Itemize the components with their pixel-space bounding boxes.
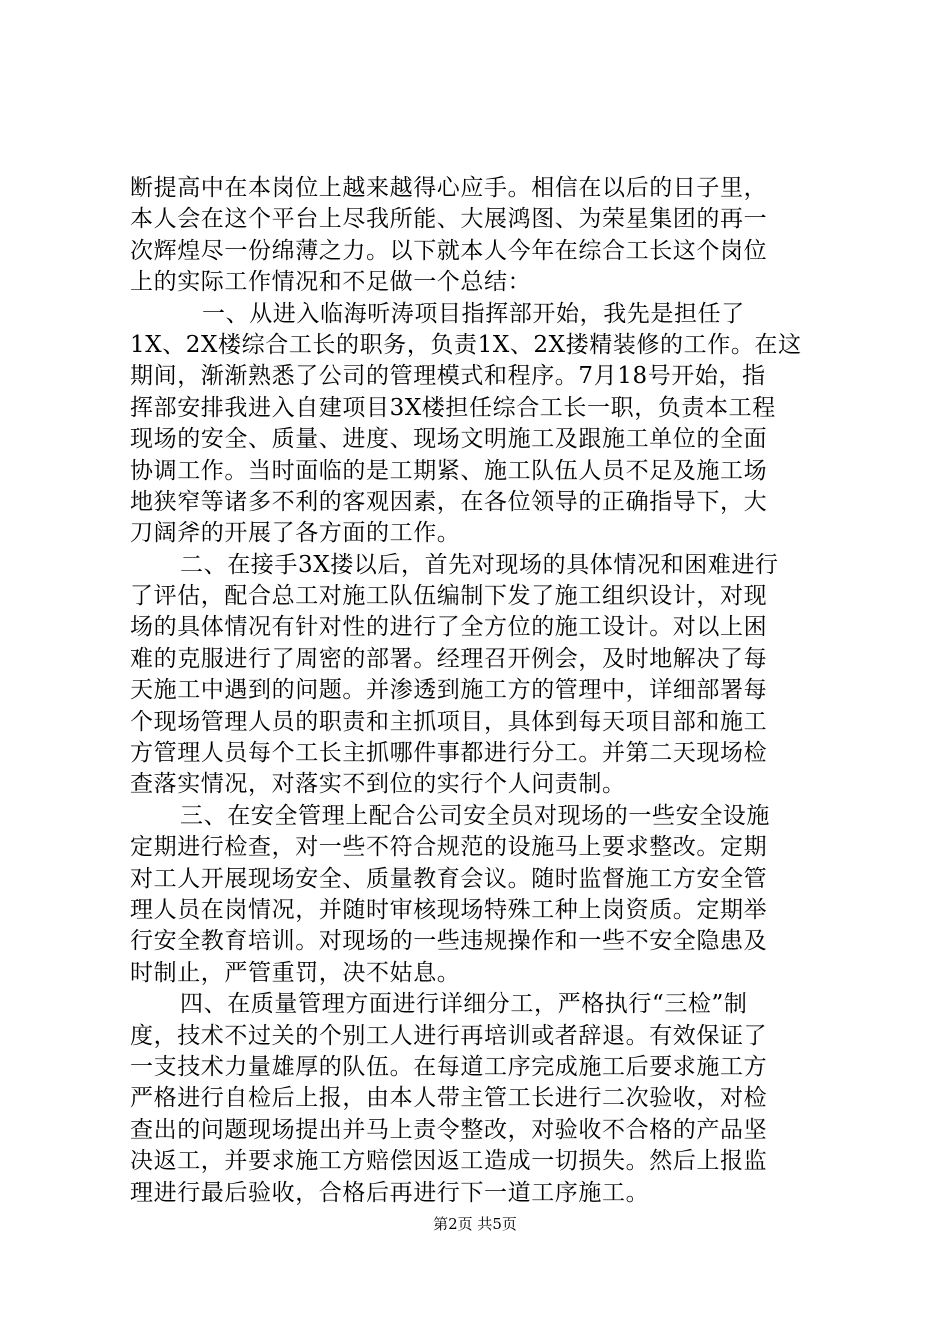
text-line: 挥部安排我进入自建项目3X楼担任综合工长一职，负责本工程 bbox=[130, 394, 776, 421]
text-line: 期间，渐渐熟悉了公司的管理模式和程序。7月18号开始，指 bbox=[130, 363, 766, 390]
text-line: 一支技术力量雄厚的队伍。在每道工序完成施工后要求施工方 bbox=[130, 1053, 768, 1080]
text-line: 场的具体情况有针对性的进行了全方位的施工设计。对以上困 bbox=[130, 614, 768, 641]
text-line: 刀阔斧的开展了各方面的工作。 bbox=[130, 520, 461, 547]
text-line: 现场的安全、质量、进度、现场文明施工及跟施工单位的全面 bbox=[130, 426, 768, 453]
text-line: 协调工作。当时面临的是工期紧、施工队伍人员不足及施工场 bbox=[130, 457, 768, 484]
text-line: 地狭窄等诸多不利的客观因素，在各位领导的正确指导下，大 bbox=[130, 488, 768, 515]
text-line: 时制止，严管重罚，决不姑息。 bbox=[130, 959, 461, 986]
text-line: 次辉煌尽一份绵薄之力。以下就本人今年在综合工长这个岗位 bbox=[130, 237, 768, 264]
page-number-footer: 第2页 共5页 bbox=[433, 1215, 517, 1233]
text-line: 难的克服进行了周密的部署。经理召开例会，及时地解决了每 bbox=[130, 645, 768, 672]
text-line: 个现场管理人员的职责和主抓项目，具体到每天项目部和施工 bbox=[130, 708, 768, 735]
section-1-first-line: 一、从进入临海听涛项目指挥部开始，我先是担任了 bbox=[202, 300, 745, 327]
section-4-first-line: 四、在质量管理方面进行详细分工，严格执行“三检”制 bbox=[180, 991, 748, 1018]
text-line: 天施工中遇到的问题。并渗透到施工方的管理中，详细部署每 bbox=[130, 677, 768, 704]
text-line: 定期进行检查，对一些不符合规范的设施马上要求整改。定期 bbox=[130, 834, 768, 861]
text-line: 理人员在岗情况，并随时审核现场特殊工种上岗资质。定期举 bbox=[130, 896, 768, 923]
text-line: 度，技术不过关的个别工人进行再培训或者辞退。有效保证了 bbox=[130, 1022, 768, 1049]
text-line: 严格进行自检后上报，由本人带主管工长进行二次验收，对检 bbox=[130, 1085, 768, 1112]
document-body bbox=[130, 173, 830, 1209]
text-line: 方管理人员每个工长主抓哪件事都进行分工。并第二天现场检 bbox=[130, 740, 768, 767]
text-line: 行安全教育培训。对现场的一些违规操作和一些不安全隐患及 bbox=[130, 928, 768, 955]
text-line: 了评估，配合总工对施工队伍编制下发了施工组织设计，对现 bbox=[130, 583, 768, 610]
section-3-first-line: 三、在安全管理上配合公司安全员对现场的一些安全设施 bbox=[180, 802, 770, 829]
text-line: 理进行最后验收，合格后再进行下一道工序施工。 bbox=[130, 1179, 650, 1206]
text-line: 查出的问题现场提出并马上责令整改，对验收不合格的产品坚 bbox=[130, 1116, 768, 1143]
section-2-first-line: 二、在接手3X搂以后，首先对现场的具体情况和困难进行 bbox=[180, 551, 779, 578]
text-line: 决返工，并要求施工方赔偿因返工造成一切损失。然后上报监 bbox=[130, 1148, 768, 1175]
text-line: 本人会在这个平台上尽我所能、大展鸿图、为荣星集团的再一 bbox=[130, 206, 768, 233]
text-line: 查落实情况，对落实不到位的实行个人问责制。 bbox=[130, 771, 626, 798]
text-line: 1X、2X楼综合工长的职务，负责1X、2X搂精装修的工作。在这 bbox=[130, 331, 802, 358]
text-line: 对工人开展现场安全、质量教育会议。随时监督施工方安全管 bbox=[130, 865, 768, 892]
text-line: 上的实际工作情况和不足做一个总结： bbox=[130, 269, 532, 296]
text-line: 断提高中在本岗位上越来越得心应手。相信在以后的日子里， bbox=[130, 175, 768, 201]
